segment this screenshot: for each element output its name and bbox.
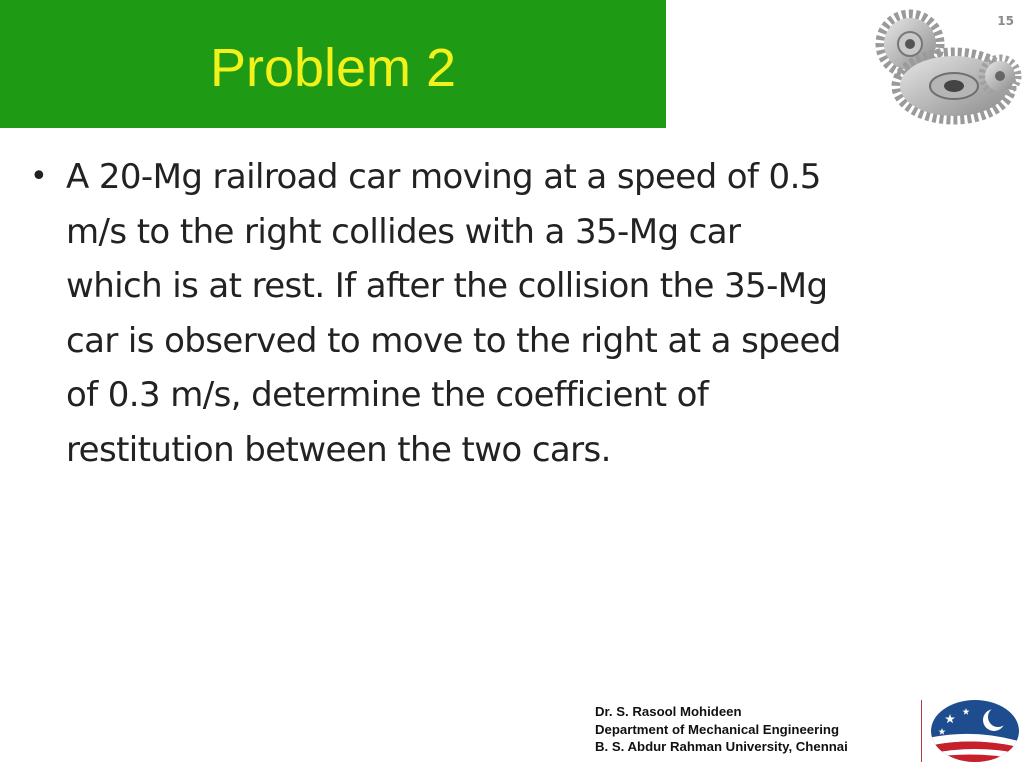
slide-title: Problem 2 [209,38,457,98]
bullet-text [66,150,841,477]
footer-credits [595,703,848,756]
university-name: B. S. Abdur Rahman University, Chennai [595,739,848,755]
bullet-item [30,150,960,477]
slide-number: 15 [997,14,1014,28]
department-name: Department of Mechanical Engineering [595,721,840,737]
bullet-line: A 20-Mg railroad car moving at a speed of 0.5 [66,157,821,197]
footer-divider [921,700,922,762]
bullet-dot-icon: • [30,159,48,194]
university-logo [928,698,1022,764]
author-name: Dr. S. Rasool Mohideen [595,704,742,719]
bullet-line: which is at rest. If after the collision the 35-Mg [66,266,828,306]
bullet-line: restitution between the two cars. [66,429,611,470]
bullet-line: car is observed to move to the right at a speed [66,320,841,361]
bullet-line: of 0.3 m/s, determine the coefficient of [66,375,709,415]
bullet-line: m/s to the right collides with a 35-Mg car [66,211,741,252]
slide-content [30,150,960,477]
